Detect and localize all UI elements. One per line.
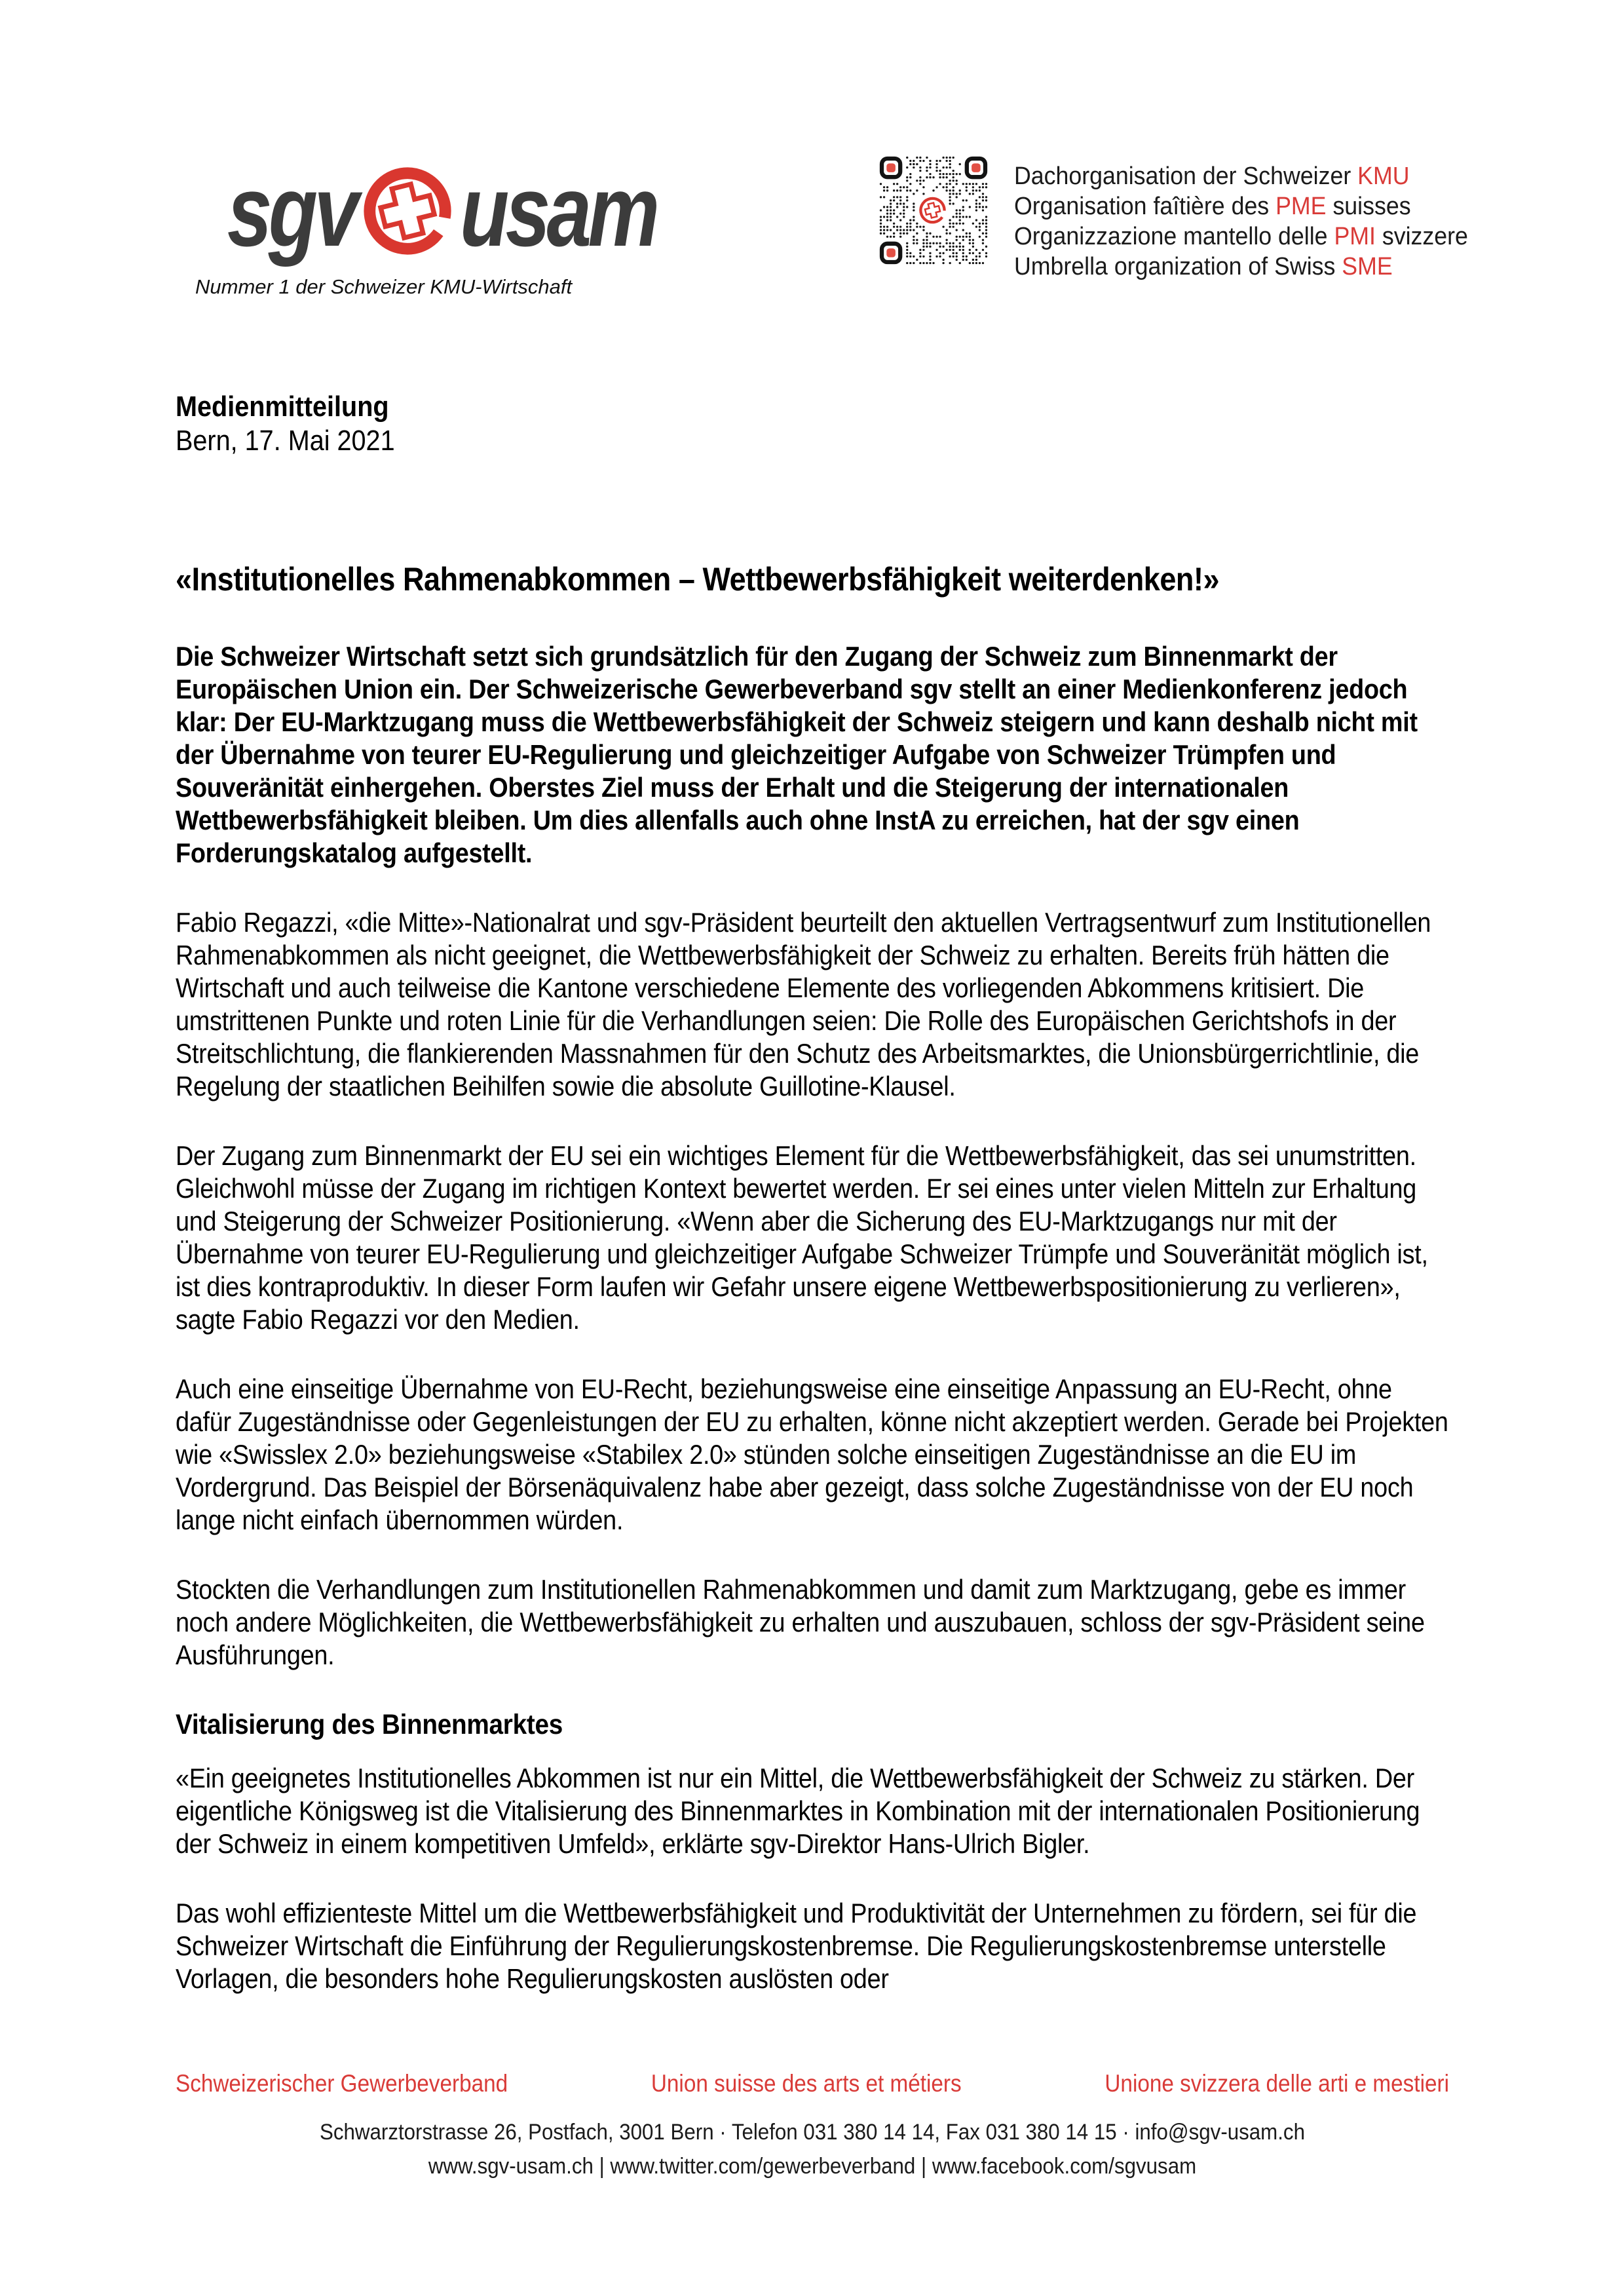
body-copy <box>176 640 1449 1995</box>
org-line-accent: PMI <box>1334 223 1376 250</box>
org-line-text: Organisation faîtière des <box>1014 193 1276 220</box>
section-paragraph-2: Das wohl effizienteste Mittel um die Wettbewerbsfähigkeit und Produktivität der Unternehmen zu fördern, sei für die Schweizer Wirtschaft die Einführung der Regulierungskostenbremse. Die Regulierungskostenbremse unterstelle Vorlagen, die besonders hohe Regulierungskosten auslösten oder <box>176 1898 1417 1994</box>
lead-paragraph: Die Schweizer Wirtschaft setzt sich grundsätzlich für den Zugang der Schweiz zum Binnenmarkt der Europäischen Union ein. Der Schweizerische Gewerbeverband sgv stellt an einer Medienkonferenz jedoch klar: Der EU-Marktzugang muss die Wettbewerbsfähigkeit der Schweiz steigern und kann deshalb nicht mit der Übernahme von teurer EU-Regulierung und gleichzeitiger Aufgabe von Schweizer Trümpfen und Souveränität einhergehen. Oberstes Ziel muss der Erhalt und die Steigerung der internationalen Wettbewerbsfähigkeit bleiben. Um dies allenfalls auch ohne InstA zu erreichen, hat der sgv einen Forderungskatalog aufgestellt. <box>176 641 1418 868</box>
headline: «Institutionelles Rahmenabkommen – Wettbewerbsfähigkeit weiterdenken!» <box>176 561 1220 598</box>
qr-finder-top-left <box>882 159 900 177</box>
body-paragraph-2: Der Zugang zum Binnenmarkt der EU sei ein wichtiges Element für die Wettbewerbsfähigkeit, das sei unumstritten. Gleichwohl müsse der Zugang im richtigen Kontext bewertet werden. Er sei eines unter vielen Mitteln zur Erhaltung und Steigerung der Schweizer Positionierung. «Wenn aber die Sicherung des EU-Marktzugangs nur mit der Übernahme von teurer EU-Regulierung und gleichzeitiger Aufgabe Schweizer Trümpfe und Souveränität möglich ist, ist dies kontraproduktiv. In dieser Form laufen wir Gefahr unsere eigene Wettbewerbspositionierung zu verlieren», sagte Fabio Regazzi vor den Medien. <box>176 1140 1428 1335</box>
footer-org-de: Schweizerischer Gewerbeverband <box>176 2070 508 2097</box>
org-line-text: Dachorganisation der Schweizer <box>1014 163 1358 190</box>
qr-center-emblem-icon <box>916 194 949 227</box>
org-line-accent: SME <box>1342 253 1393 280</box>
body-paragraph-3: Auch eine einseitige Übernahme von EU-Recht, beziehungsweise eine einseitige Anpassung an EU-Recht, ohne dafür Zugeständnisse oder Gegenleistungen der EU zu erhalten, könne nicht akzeptiert werden. Gerade bei Projekten wie «Swisslex 2.0» beziehungsweise «Stabilex 2.0» stünden solche einseitigen Zugeständnisse an die EU im Vordergrund. Das Beispiel der Börsenäquivalenz habe aber gezeigt, dass solche Zugeständnisse von der EU noch lange nicht einfach übernommen würden. <box>176 1373 1448 1535</box>
body-paragraph-1: Fabio Regazzi, «die Mitte»-Nationalrat und sgv-Präsident beurteilt den aktuellen Vertragsentwurf zum Institutionellen Rahmenabkommen als nicht geeignet, die Wettbewerbsfähigkeit der Schweiz zu erhalten. Bereits früh hätten die Wirtschaft und auch teilweise die Kantone verschiedene Elemente des vorliegenden Abkommens kritisiert. Die umstrittenen Punkte und roten Linie für die Verhandlungen seien: Die Rolle des Europäischen Gerichtshofs in der Streitschlichtung, die flankierenden Massnahmen für den Schutz des Arbeitsmarktes, die Unionsbürgerrichtlinie, die Regelung der staatlichen Beihilfen sowie die absolute Guillotine-Klausel. <box>176 907 1431 1101</box>
org-line-accent: KMU <box>1357 163 1410 190</box>
org-line-suffix: svizzere <box>1375 223 1468 250</box>
document-type-label: Medienmitteilung <box>176 391 389 423</box>
org-description-block <box>1014 161 1468 282</box>
logo-row <box>195 155 706 267</box>
org-line-de <box>1014 161 1468 191</box>
org-line-it <box>1014 221 1468 252</box>
logo-text-usam: usam <box>460 155 656 267</box>
org-line-accent: PME <box>1275 193 1327 220</box>
footer-links: www.sgv-usam.ch | www.twitter.com/gewerbeverband | www.facebook.com/sgvusam <box>428 2154 1197 2179</box>
qr-finder-top-right <box>967 159 985 177</box>
org-line-en <box>1014 252 1468 282</box>
org-line-suffix: suisses <box>1326 193 1411 220</box>
sgv-usam-logo <box>195 155 706 299</box>
org-line-text: Organizzazione mantello delle <box>1014 223 1334 250</box>
org-line-fr <box>1014 191 1468 221</box>
footer-org-fr: Union suisse des arts et métiers <box>651 2070 962 2097</box>
logo-tagline: Nummer 1 der Schweizer KMU-Wirtschaft <box>195 275 573 298</box>
page-footer <box>176 2069 1449 2179</box>
logo-text-sgv: sgv <box>227 155 356 267</box>
org-line-text: Umbrella organization of Swiss <box>1014 253 1342 280</box>
footer-organizations <box>176 2069 1449 2098</box>
document-meta <box>176 390 1449 458</box>
body-paragraph-4: Stockten die Verhandlungen zum Institutionellen Rahmenabkommen und damit zum Marktzugang, gebe es immer noch andere Möglichkeiten, die Wettbewerbsfähigkeit zu erhalten und auszubauen, schloss der sgv-Präsident seine Ausführungen. <box>176 1574 1425 1670</box>
footer-org-it: Unione svizzera delle arti e mestieri <box>1105 2070 1449 2097</box>
footer-address: Schwarztorstrasse 26, Postfach, 3001 Bern · Telefon 031 380 14 14, Fax 031 380 14 15 · info@sgv-usam.ch <box>320 2120 1305 2145</box>
qr-code-graphic <box>879 156 988 265</box>
section-paragraph-1: «Ein geeignetes Institutionelles Abkommen ist nur ein Mittel, die Wettbewerbsfähigkeit der Schweiz zu stärken. Der eigentliche Königsweg ist die Vitalisierung des Binnenmarktes in Kombination mit der internationalen Positionierung der Schweiz in einem kompetitiven Umfeld», erklärte sgv-Direktor Hans-Ulrich Bigler. <box>176 1763 1420 1859</box>
document-body <box>176 390 1449 1995</box>
dateline: Bern, 17. Mai 2021 <box>176 425 395 457</box>
qr-finder-bottom-left <box>882 244 900 262</box>
section-heading: Vitalisierung des Binnenmarktes <box>176 1709 563 1740</box>
qr-code <box>879 156 988 265</box>
swiss-cross-circle-icon <box>359 163 456 259</box>
